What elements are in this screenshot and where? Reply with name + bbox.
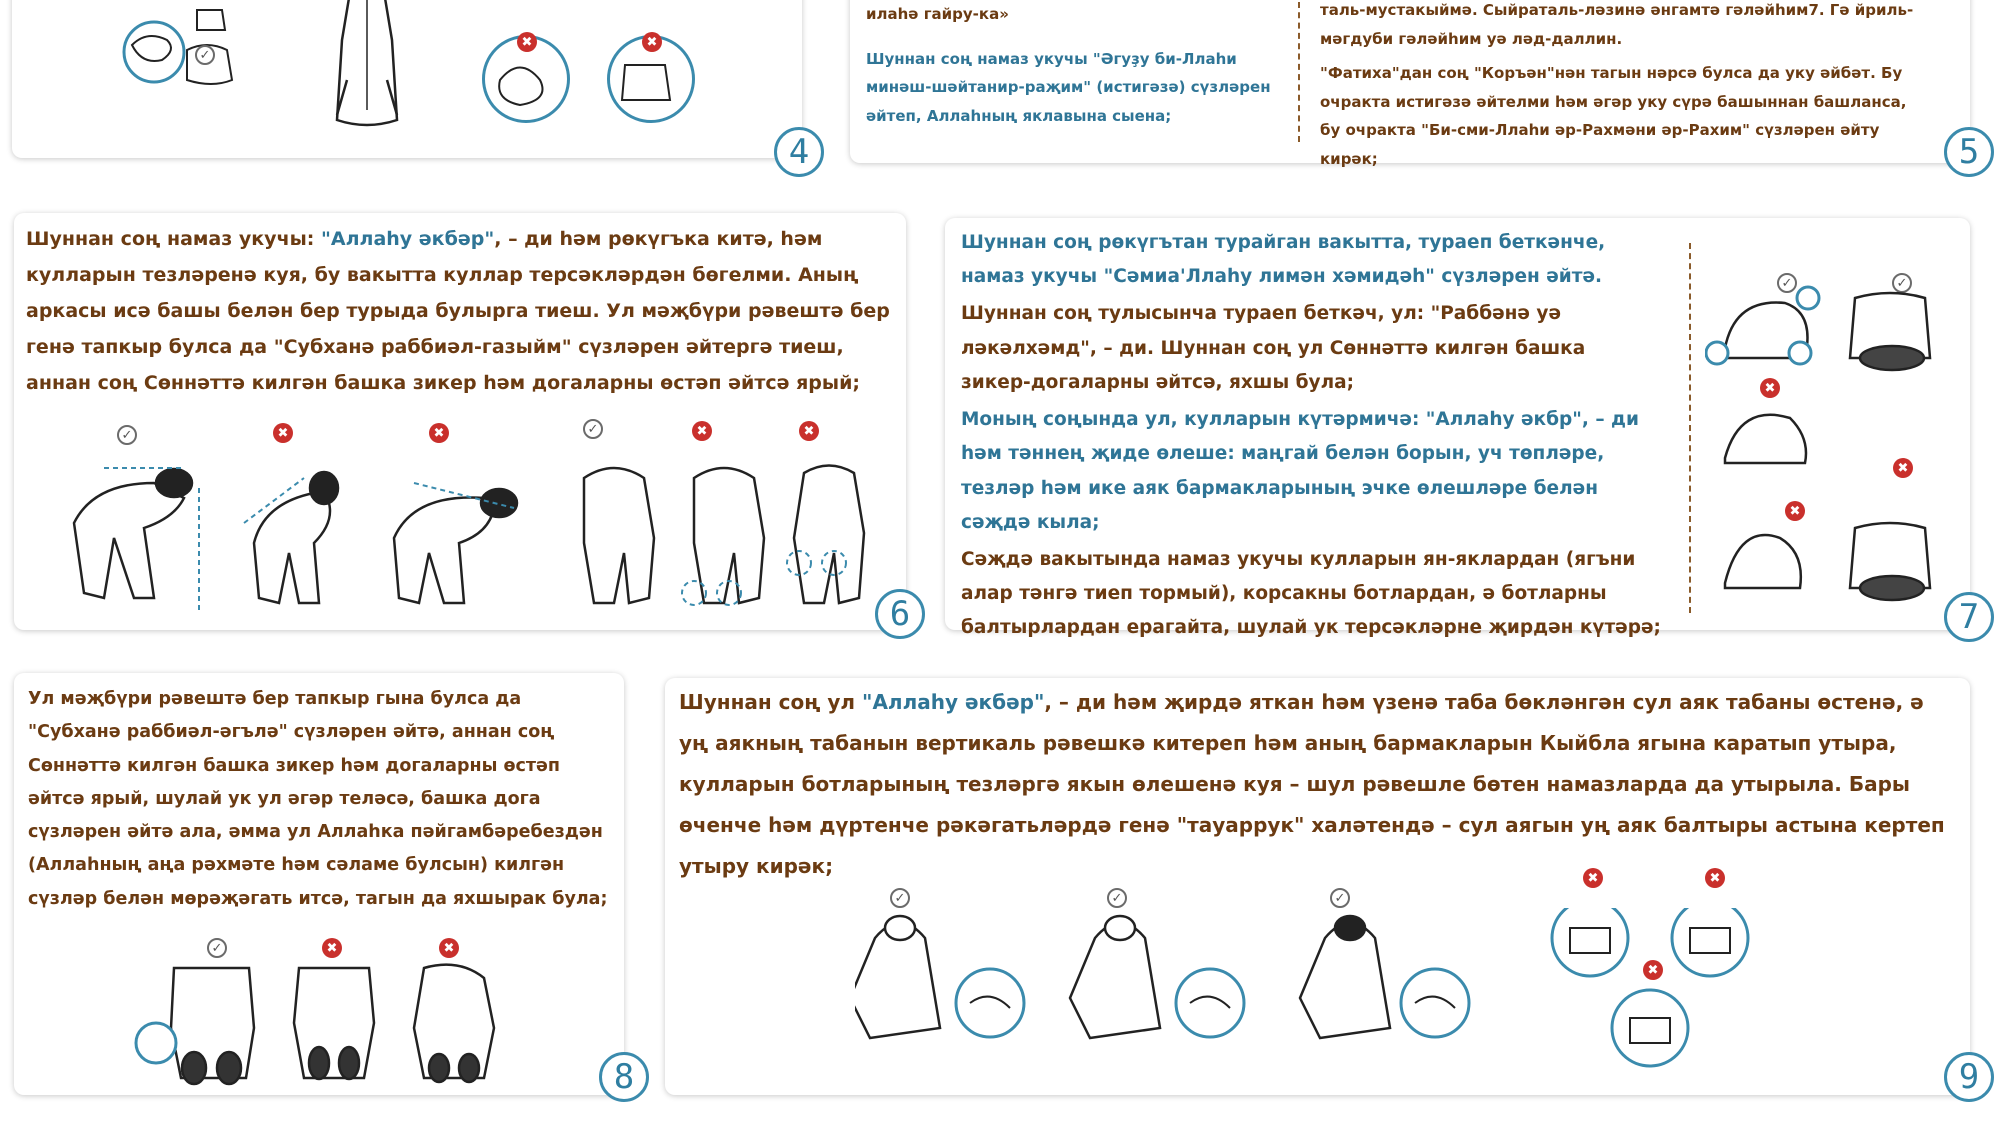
cross-icon: ✖ [1785,501,1805,521]
step-5-right-line-1: таль-мустакыймә. Сыйраталь-ләзинә әнгамтә гәләйһим7. Гә йриль-мәгдуби гәләйһим уә ләд-даллин. [1320,1,1914,48]
step-7-paragraph-3: Моның соңында ул, кулларын күтәрмичә: "Аллаһу әкбр", – ди һәм тәннең җиде өлеше: маңгай белән борын, уч төпләре, тезләр һәм ике аяк бармакларының эчке өлешләре белән сәҗдә кыла; [961,409,1639,533]
step-6-text [26,221,896,401]
step-5-right-line-2: "Фатиха"дан соң "Коръән"нән тагын нәрсә булса да уку әйбәт. Бу очракта истигәзә әйтелми һәм әгәр уку сүрә башыннан башланса, бу очракта "Би-сми-Ллаһи әр-Рахмәни әр-Рахим" сүзләрен әйту кирәк; [1320,64,1907,168]
cross-icon: ✖ [429,423,449,443]
check-icon: ✓ [1330,888,1350,908]
check-icon: ✓ [195,45,215,65]
step-9-highlight: "Аллаһу әкбәр" [862,690,1045,714]
card-step-8 [14,673,624,1095]
check-icon: ✓ [1777,273,1797,293]
check-icon: ✓ [1107,888,1127,908]
cross-icon: ✖ [799,421,819,441]
cross-icon: ✖ [1583,868,1603,888]
card-step-5 [850,0,1970,168]
step-7-paragraph-1: Шуннан соң рөкүгътан турайган вакытта, тураеп беткәнче, намаз укучы "Сәмиа'Ллаһу лимән хәмидәһ" сүзләрен әйтә. [961,232,1606,288]
step-6-text-body: , – ди һәм рөкүгъка китә, һәм кулларын тезләренә куя, бу вакытта куллар терсәкләрдән бөгелми. Аның аркасы исә башы белән бер турыда булырга тиеш. Ул мәҗбүри рәвештә бер генә тапкыр булса да "Субханә раббиәл-газыйм" сүзләрен әйтергә тиеш, аннан соң Сөннәттә килгән башка зикер һәм догаларны өстәп әйтсә ярый; [26,228,890,395]
cross-icon: ✖ [1893,458,1913,478]
step-5-left-line-2: Шуннан соң намаз укучы "Әгуҙу би-Ллаһи минәш-шәйтанир-раҗим" (истигәзә) сүзләрен әйтеп, Аллаһның яклавына сыена; [866,49,1271,125]
step-8-text [28,683,613,916]
check-icon: ✓ [583,419,603,439]
card-step-6 [14,213,906,630]
step-number-8: 8 [599,1052,649,1102]
step-9-text [679,682,1954,887]
cross-icon: ✖ [642,32,662,52]
step-6-text-pre: Шуннан соң намаз укучы: [26,228,322,250]
step-number-9: 9 [1944,1052,1994,1102]
step-number-4: 4 [774,127,824,177]
cross-icon: ✖ [1760,378,1780,398]
cross-icon: ✖ [692,421,712,441]
illustration-sujud-positions [1705,278,1955,618]
illustration-hands-folding [102,0,252,125]
check-icon: ✓ [207,938,227,958]
cross-icon: ✖ [1705,868,1725,888]
step-number-6: 6 [875,589,925,639]
cross-icon: ✖ [1643,960,1663,980]
card-step-7 [945,218,1970,639]
step-7-text [961,226,1661,646]
step-5-divider [1298,2,1300,142]
cross-icon: ✖ [273,423,293,443]
illustration-sitting-positions [855,908,1775,1088]
step-6-highlight: "Аллаһу әкбәр" [321,228,495,250]
illustration-standing-person [312,0,422,140]
card-step-4 [12,0,802,158]
step-9-text-body: , – ди һәм җирдә яткан һәм үзенә таба бөкләнгән сул аяк табаны өстенә, ә уң аякның табанын вертикаль рәвешкә китереп һәм аның бармакларын Кыйбла ягына каратып утыра, кулларын ботларының тезләргә якын өлешенә куя – шул рәвешле бөтен намазларда да утырыла. Бары өченче һәм дүртенче рәкәгатьләрдә генә "тауаррук" халәтендә – сул аягын уң аяк балтыры астына кертеп утыру кирәк; [679,690,1945,878]
cross-icon: ✖ [439,938,459,958]
cross-icon: ✖ [517,32,537,52]
check-icon: ✓ [117,425,137,445]
cross-icon: ✖ [322,938,342,958]
step-7-paragraph-4: Сәҗдә вакытында намаз укучы кулларын ян-яклардан (ягъни алар тәнгә тиеп тормый), корсакны ботлардан, ә ботларны балтырлардан ерагайта, шулай ук терсәкләрне җирдән күтәрә; [961,548,1661,639]
step-5-left-text [866,0,1286,130]
check-icon: ✓ [890,888,910,908]
card-step-9 [665,678,1970,1095]
step-5-right-text [1320,0,1920,173]
illustration-sujud-from-behind [124,963,524,1088]
step-7-paragraph-2: Шуннан соң тулысынча тураеп беткәч, ул: "Раббәнә уә ләкәлхәмд", – ди. Шуннан соң ул Сөннәттә килгән башка зикер-догаларны әйтсә, яхшы була; [961,303,1586,393]
step-7-divider [1689,243,1691,613]
illustration-hands-wrong [490,50,690,110]
step-8-paragraph: Ул мәҗбүри рәвештә бер тапкыр гына булса да "Субханә раббиәл-әгълә" сүзләрен әйтә, аннан соң Сөннәттә килгән башка зикер һәм догаларны өстәп әйтсә ярый, шулай ук ул әгәр теләсә, башка дога сүзләрен әйтә ала, әмма ул Аллаһка пәйгамбәребездән (Аллаһның аңа рәхмәте һәм сәламе булсын) килгән сүзләр белән мөрәҗәгать итсә, тагын да яхшырак була; [28,689,608,909]
step-9-text-pre: Шуннан соң ул [679,690,863,714]
illustration-ruku-positions [54,443,874,623]
check-icon: ✓ [1892,273,1912,293]
step-5-left-line-1: илаһә гайру-ка» [866,5,1009,23]
step-number-5: 5 [1944,127,1994,177]
step-number-7: 7 [1944,592,1994,642]
